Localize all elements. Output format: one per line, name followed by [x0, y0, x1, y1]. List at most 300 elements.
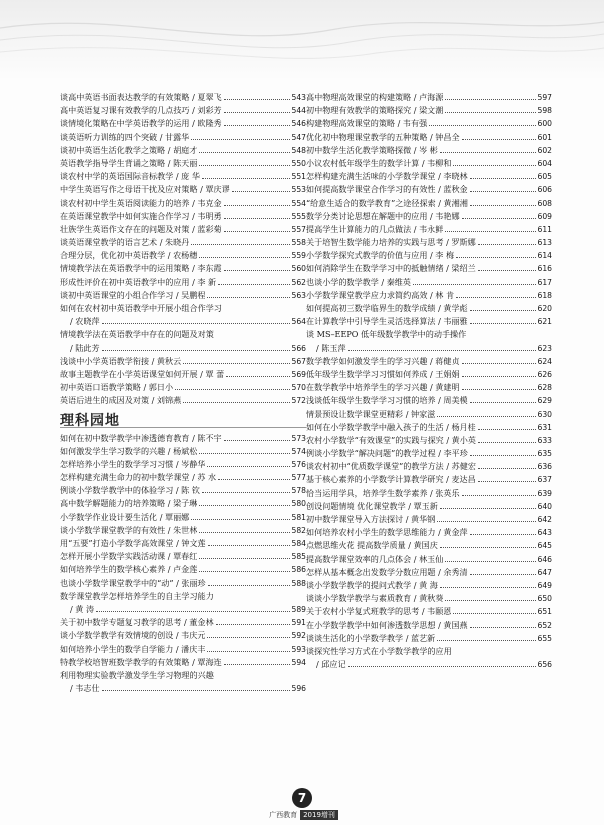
toc-entry	[306, 513, 552, 526]
toc-entry	[306, 473, 552, 486]
dot-leader	[102, 690, 290, 691]
toc-entry-title: 谈农村初中“优质数学课堂”的教学方法 / 苏健宏	[306, 461, 476, 472]
toc-entry-title: 谈英语课堂教学的语言艺术 / 朱晓丹	[60, 237, 190, 248]
toc-entry	[60, 497, 306, 510]
dot-leader	[462, 218, 536, 219]
dot-leader	[445, 112, 535, 113]
toc-entry-page: 553	[291, 185, 306, 195]
toc-entry-title: 谈情境化策略在中学英语教学的运用 / 欧隆秀	[60, 118, 222, 129]
toc-entry	[306, 579, 552, 592]
dot-leader	[224, 99, 290, 100]
section-title-text: 理科园地	[60, 412, 120, 429]
toc-entry-page: 584	[291, 539, 306, 548]
toc-entry-page: 639	[537, 488, 552, 498]
dot-leader	[224, 125, 290, 126]
toc-entry	[306, 526, 552, 539]
toc-entry-title: 谈英语听力训练的四个突破 / 甘露华	[60, 131, 190, 142]
toc-entry	[60, 445, 306, 458]
toc-entry-page: 570	[291, 383, 306, 393]
toc-entry	[306, 605, 552, 618]
dot-leader	[202, 178, 290, 179]
dot-leader	[218, 284, 289, 285]
toc-entry	[306, 302, 552, 315]
dot-leader	[470, 455, 536, 456]
dot-leader	[470, 178, 536, 179]
dot-leader	[445, 231, 535, 232]
toc-entry-title: 高中物理高效课堂的构建策略 / 卢海源	[306, 92, 444, 102]
toc-entry	[60, 550, 306, 563]
magazine-issue: 2019增刊	[300, 810, 338, 820]
toc-entry-page: 629	[537, 396, 552, 406]
toc-entry-page: 581	[291, 512, 306, 522]
toc-entry-title: 如何培养小学生的数学自学能力 / 潘庆丰	[60, 643, 206, 654]
toc-entry	[306, 394, 552, 407]
toc-entry-title: 农村小学数学“有效课堂”的实践与探究 / 黄小英	[306, 434, 476, 445]
toc-entry-page: 594	[291, 657, 306, 667]
toc-entry-page: 609	[537, 211, 552, 221]
toc-entry	[306, 289, 552, 302]
toc-entry	[306, 658, 552, 671]
toc-entry-page: 558	[291, 238, 306, 248]
left-column	[60, 91, 306, 695]
toc-entry-title: 关于培智生数学能力培养的实践与思考 / 罗斯娜	[306, 237, 476, 248]
toc-entry-page: 601	[537, 132, 552, 142]
dot-leader	[478, 442, 536, 443]
dot-leader	[478, 429, 536, 430]
toc-entry-title: 浅谈低年级学生数学学习习惯的培养 / 周美模	[306, 395, 468, 406]
toc-entry-page: 550	[291, 158, 306, 168]
dot-leader	[175, 389, 289, 390]
toc-entry-page: 604	[537, 158, 552, 168]
dot-leader	[199, 532, 289, 533]
toc-entry	[306, 342, 552, 355]
toc-entry-title: 小学数学探究式教学的价值与应用 / 李 梅	[306, 250, 455, 261]
toc-entry-page: 613	[537, 238, 552, 248]
dot-leader	[199, 152, 289, 153]
magazine-label	[255, 810, 349, 820]
dot-leader	[208, 545, 290, 546]
dot-leader	[224, 231, 290, 232]
toc-entry-page: 611	[537, 224, 552, 234]
dot-leader	[478, 481, 536, 482]
toc-entry-page: 624	[537, 356, 552, 366]
toc-entry-title: 提高学生计算能力的几点做法 / 韦永鲜	[306, 223, 444, 234]
toc-entry-page: 543	[291, 93, 306, 102]
toc-entry	[306, 355, 552, 368]
toc-entry-title: 谈初中英语课堂的小组合作学习 / 吴鹏程	[60, 289, 206, 300]
toc-entry-title: 怎样培养小学生的数学学习习惯 / 岑静华	[60, 458, 206, 469]
toc-entry-page: 566	[291, 343, 306, 353]
toc-entry	[60, 144, 306, 157]
toc-entry-page: 546	[291, 119, 306, 129]
dot-leader	[462, 495, 536, 496]
dot-leader	[199, 571, 289, 572]
toc-entry-page: 620	[537, 304, 552, 313]
toc-entry-page: 564	[291, 317, 306, 327]
toc-entry-page: 646	[537, 554, 552, 564]
toc-entry	[306, 553, 552, 566]
toc-entry	[306, 619, 552, 632]
toc-entry-page: 563	[291, 290, 306, 300]
dot-leader	[102, 350, 290, 351]
toc-entry	[60, 223, 306, 236]
toc-entry	[60, 342, 306, 355]
dot-leader	[183, 363, 289, 364]
toc-entry	[306, 276, 552, 289]
toc-entry-page: 631	[537, 422, 552, 432]
toc-entry-title: 在小学数学教学中如何渗透数学思想 / 黄国燕	[306, 619, 468, 630]
toc-entry-page: 616	[537, 264, 552, 274]
dot-leader	[102, 323, 290, 324]
dot-leader	[470, 205, 536, 206]
toc-entry	[60, 368, 306, 381]
toc-entry	[306, 632, 552, 645]
toc-entry	[60, 484, 306, 497]
dot-leader	[440, 587, 536, 588]
toc-entry-page: 593	[291, 644, 306, 654]
toc-entry-page: 623	[537, 343, 552, 353]
toc-entry-title: 关于农村小学复式班教学的思考 / 韦颐恩	[306, 606, 452, 617]
toc-entry	[60, 381, 306, 394]
toc-entry-title: 初中英语口语教学策略 / 郭日小	[60, 382, 174, 393]
toc-entry	[60, 394, 306, 407]
toc-entry-page: 647	[537, 567, 552, 577]
toc-entry	[60, 511, 306, 524]
dot-leader	[202, 492, 290, 493]
toc-entry	[60, 183, 306, 196]
toc-entry-title: 谈小学数学教学有效情境的创设 / 韦庆元	[60, 630, 206, 641]
dot-leader	[462, 363, 536, 364]
toc-entry	[60, 590, 306, 603]
page-number: 7	[292, 788, 312, 808]
dot-leader	[224, 440, 290, 441]
toc-entry-page: 592	[291, 631, 306, 641]
toc-entry-page: 618	[537, 290, 552, 300]
toc-entry	[306, 157, 552, 170]
toc-entry	[60, 262, 306, 275]
toc-entry	[60, 117, 306, 130]
toc-entry-title: 也谈小学数学课堂教学中的“动” / 张丽珍	[60, 577, 206, 588]
toc-entry-page: 656	[537, 660, 552, 670]
toc-entry-title: 关于初中数学专题复习教学的思考 / 董金林	[60, 617, 214, 628]
dot-leader	[199, 257, 289, 258]
toc-entry-title: 如何在初中数学教学中渗透德育教育 / 陈不宇	[60, 432, 222, 443]
dot-leader	[226, 376, 289, 377]
toc-entry	[60, 355, 306, 368]
toc-entry-page: 578	[291, 486, 306, 496]
toc-entry	[60, 210, 306, 223]
toc-entry	[306, 104, 552, 117]
toc-entry-title: 数学课堂教学怎样培养学生的自主学习能力	[60, 590, 214, 601]
toc-entry-page: 600	[537, 119, 552, 129]
dot-leader	[232, 191, 290, 192]
magazine-name: 广西教育	[269, 811, 298, 819]
dot-leader	[191, 244, 289, 245]
toc-entry	[60, 276, 306, 289]
toc-entry-page: 569	[291, 369, 306, 379]
toc-entry-title: 利用物理实验教学激发学生学习物理的兴趣	[60, 669, 214, 680]
toc-entry-title: 壮族学生英语作文存在的问题及对策 / 蓝彩菊	[60, 223, 222, 234]
toc-entry	[306, 262, 552, 275]
toc-entry-title: 也谈小学的数学教学 / 秦维英	[306, 276, 411, 287]
toc-entry-page: 589	[291, 604, 306, 614]
toc-entry-title: 谈高中英语书面表达教学的有效策略 / 夏翠飞	[60, 92, 222, 102]
toc-entry-title: 形成性评价在初中英语教学中的应用 / 李 新	[60, 276, 217, 287]
page-footer	[255, 788, 349, 820]
dot-leader	[470, 574, 536, 575]
toc-entry-title: 合理分层，优化初中英语教学 / 农杨穗	[60, 250, 198, 261]
toc-entry-title: 如何在小学数学教学中融入孩子的生活 / 杨月桂	[306, 421, 476, 432]
toc-entry-title: 如何培养农村小学生的数学思维能力 / 黄金萍	[306, 527, 468, 538]
toc-entry-title: / 邱应记	[316, 659, 346, 670]
toc-entry	[60, 328, 306, 341]
dot-leader	[462, 139, 536, 140]
toc-entry-title: 特教学校培智班数学教学的有效策略 / 覃海连	[60, 656, 222, 667]
toc-entry-page: 636	[537, 462, 552, 472]
dot-leader	[437, 416, 535, 417]
toc-entry-title: 例谈小学数学教学中的体验学习 / 陈 钦	[60, 485, 200, 496]
dot-leader	[440, 508, 536, 509]
dot-leader	[191, 519, 289, 520]
toc-entry-page: 598	[537, 106, 552, 116]
toc-entry-page: 637	[537, 475, 552, 485]
toc-entry-title: 中学生英语写作之母语干扰及应对策略 / 覃庆谬	[60, 184, 230, 195]
toc-entry-title: 数学教学如何激发学生的学习兴趣 / 蒋健贞	[306, 355, 460, 366]
toc-entry	[306, 645, 552, 658]
dot-leader	[478, 270, 536, 271]
toc-entry	[306, 117, 552, 130]
toc-entry	[306, 91, 552, 104]
toc-entry	[306, 487, 552, 500]
toc-entry-page: 544	[291, 106, 306, 116]
dot-leader	[440, 152, 536, 153]
toc-entry	[306, 144, 552, 157]
toc-entry-page: 652	[537, 620, 552, 630]
toc-entry-title: 基于核心素养的小学数学计算教学研究 / 麦达昌	[306, 474, 476, 485]
toc-entry	[60, 236, 306, 249]
toc-entry-title: 谈谈小学数学教学与素质教育 / 黄秋葵	[306, 593, 444, 604]
toc-entry-title: 高中英语复习课有效教学的几点技巧 / 刘彩芳	[60, 105, 222, 116]
toc-entry-title: 谈探究性学习方式在小学数学教学的应用	[306, 645, 452, 656]
toc-entry-page: 573	[291, 433, 306, 443]
toc-entry-page: 585	[291, 552, 306, 562]
toc-entry-page: 596	[291, 684, 306, 694]
dot-leader	[348, 350, 536, 351]
toc-entry-title: 如何培养学生的数学核心素养 / 卢金莲	[60, 564, 198, 575]
toc-entry	[60, 249, 306, 262]
toc-entry-title: 如何消除学生在数学学习中的抵触情绪 / 梁绍兰	[306, 263, 476, 274]
toc-entry-page: 588	[291, 578, 306, 588]
toc-entry-title: 在数学教学中培养学生的学习兴趣 / 黄建明	[306, 382, 460, 393]
toc-entry-page: 630	[537, 409, 552, 419]
toc-entry-page: 650	[537, 594, 552, 604]
toc-entry-title: 提高数学课堂效率的几点体会 / 林玉仙	[306, 553, 444, 564]
dot-leader	[96, 611, 289, 612]
toc-entry-page: 605	[537, 172, 552, 182]
toc-entry	[60, 104, 306, 117]
toc-entry-page: 643	[537, 528, 552, 538]
toc-entry-title: 谈小学数学教学的提问式教学 / 黄 海	[306, 579, 438, 590]
dot-leader	[445, 600, 535, 601]
dot-leader	[207, 651, 289, 652]
toc-entry-page: 548	[291, 145, 306, 155]
toc-entry-title: 恰当运用学具，培养学生数学素养 / 张英乐	[306, 487, 460, 498]
toc-entry	[60, 682, 306, 695]
toc-entry-page: 626	[537, 369, 552, 379]
toc-entry-title: / 黄 涛	[70, 603, 95, 614]
toc-entry-page: 645	[537, 541, 552, 551]
toc-entry	[306, 249, 552, 262]
toc-entry-title: 如何在农村初中英语教学中开展小组合作学习	[60, 303, 222, 313]
toc-entry-page: 621	[537, 317, 552, 327]
toc-entry-page: 557	[291, 224, 306, 234]
toc-entry-title: 初中数学生活化教学策略探微 / 岑 彬	[306, 144, 438, 155]
toc-entry-page: 614	[537, 251, 552, 261]
toc-entry-page: 560	[291, 264, 306, 274]
dot-leader	[199, 505, 289, 506]
dot-leader	[208, 585, 290, 586]
toc-entry-page: 586	[291, 565, 306, 575]
toc-entry-title: 小学数学作业设计要生活化 / 覃丽娜	[60, 511, 190, 522]
toc-entry-title: 初中数学课堂导入方法探讨 / 黄华钢	[306, 514, 436, 524]
toc-entry-title: “给意生适合的数学教育”之途径探索 / 黄湘湘	[306, 197, 468, 208]
toc-entry	[306, 460, 552, 473]
toc-entry	[60, 157, 306, 170]
toc-entry	[306, 368, 552, 381]
wave-decoration	[0, 0, 604, 80]
toc-entry	[306, 236, 552, 249]
dot-leader	[218, 479, 289, 480]
toc-entry-page: 633	[537, 435, 552, 445]
dot-leader	[224, 270, 290, 271]
toc-entry-page: 640	[537, 501, 552, 511]
toc-entry	[306, 381, 552, 394]
toc-entry-title: 谈初中英语生活化教学之策略 / 胡庭才	[60, 144, 198, 155]
toc-entry-page: 655	[537, 633, 552, 643]
toc-entry	[60, 577, 306, 590]
toc-entry-page: 551	[291, 172, 306, 182]
toc-entry	[60, 91, 306, 104]
section-title	[60, 410, 306, 428]
toc-entry-title: 故事主题教学在小学英语课堂如何开展 / 覃 蕾	[60, 368, 225, 379]
toc-entry-title: 怎样构建充满生命力的初中数学课堂 / 苏 水	[60, 472, 217, 483]
toc-entry	[60, 616, 306, 629]
toc-entry	[306, 328, 552, 341]
toc-entry-title: 初中物理有效教学的策略探究 / 梁文潮	[306, 105, 444, 116]
dot-leader	[445, 99, 535, 100]
toc-entry-title: 英语教学指导学生背诵之策略 / 陈天丽	[60, 157, 198, 168]
toc-entry-title: / 韦志仕	[70, 683, 100, 694]
toc-entry-title: 怎样开展小学数学实践活动课 / 覃春红	[60, 551, 198, 562]
toc-entry-title: / 陈玉萍	[316, 342, 346, 353]
toc-entry-title: 谈农村初中学生英语阅读能力的培养 / 韦克金	[60, 197, 222, 208]
toc-entry-title: 情境教学法在英语教学中存在的问题及对策	[60, 329, 214, 340]
toc-entry	[60, 458, 306, 471]
toc-entry-title: 谈谈生活化的小学数学教学 / 蓝艺新	[306, 632, 436, 643]
toc-entry-page: 559	[291, 251, 306, 261]
dot-leader	[456, 297, 535, 298]
toc-entry	[60, 432, 306, 445]
toc-entry-page: 597	[537, 93, 552, 102]
toc-entry	[306, 315, 552, 328]
toc-entry-page: 576	[291, 459, 306, 469]
toc-entry	[60, 563, 306, 576]
dot-leader	[348, 666, 536, 667]
dot-leader	[199, 453, 289, 454]
dot-leader	[478, 468, 536, 469]
toc-entry-title: 小学数学课堂教学应力求简约高效 / 林 肯	[306, 289, 455, 300]
dot-leader	[207, 297, 289, 298]
toc-entry-page: 591	[291, 618, 306, 628]
toc-entry	[306, 500, 552, 513]
toc-entry-title: 用“五要”打造小学数学高效课堂 / 钟文莲	[60, 538, 206, 548]
toc-entry	[60, 537, 306, 550]
dot-leader	[429, 125, 535, 126]
dot-leader	[462, 376, 536, 377]
toc-entry	[306, 223, 552, 236]
toc-entry-title: 优化初中物理课堂教学的五种策略 / 钟昌全	[306, 131, 460, 142]
toc-entry	[60, 603, 306, 616]
toc-entry-page: 567	[291, 356, 306, 366]
toc-entry-title: 低年级学生数学学习习惯如何养成 / 王娟娟	[306, 368, 460, 379]
dot-leader	[453, 165, 535, 166]
toc-entry-title: 情景预设让数学课堂更精彩 / 钟家滋	[306, 408, 436, 419]
dot-leader	[224, 205, 290, 206]
toc-entry-page: 606	[537, 185, 552, 195]
toc-entry-title: 在英语课堂教学中如何实施合作学习 / 韦明勇	[60, 210, 222, 221]
toc-entry	[60, 656, 306, 669]
dot-leader	[207, 637, 289, 638]
toc-entry-page: 562	[291, 277, 306, 287]
toc-entry-title: 谈小学数学课堂教学的有效性 / 朱世林	[60, 524, 198, 535]
dot-leader	[456, 257, 535, 258]
toc-entry-page: 617	[537, 277, 552, 287]
toc-entry-title: 如何提高初三数学临界生的数学成绩 / 黄学彪	[306, 303, 468, 313]
toc-entry	[60, 131, 306, 144]
toc-entry	[306, 197, 552, 210]
toc-entry-title: 高中数学解题能力的培养策略 / 梁子琳	[60, 498, 198, 509]
dot-leader	[440, 547, 536, 548]
toc-entry	[60, 170, 306, 183]
toc-entry-page: 582	[291, 525, 306, 535]
toc-entry	[306, 131, 552, 144]
toc-entry	[60, 302, 306, 315]
right-column	[306, 91, 552, 671]
dot-leader	[207, 466, 289, 467]
toc-entry-title: 如何提高数学课堂合作学习的有效性 / 蓝秋金	[306, 184, 468, 195]
dot-leader	[470, 534, 536, 535]
toc-entry-title: 例谈小学数学“解决问题”的教学过程 / 李平珍	[306, 448, 468, 459]
dot-leader	[470, 191, 536, 192]
dot-leader	[183, 402, 289, 403]
toc-entry	[60, 197, 306, 210]
toc-entry-page: 649	[537, 580, 552, 590]
toc-entry	[306, 447, 552, 460]
dot-leader	[470, 402, 536, 403]
toc-entry	[60, 315, 306, 328]
toc-entry	[306, 408, 552, 421]
toc-entry-page: 635	[537, 449, 552, 459]
toc-entry	[306, 539, 552, 552]
toc-entry-title: 情境教学法在英语教学中的运用策略 / 李东霞	[60, 263, 222, 274]
dot-leader	[224, 112, 290, 113]
dot-leader	[224, 664, 290, 665]
toc-entry	[306, 170, 552, 183]
toc-entry-title: 英语后进生的成因及对策 / 刘锦燕	[60, 395, 182, 406]
toc-entry-title: / 陆此芳	[70, 342, 100, 353]
dot-leader	[462, 389, 536, 390]
toc-entry	[306, 421, 552, 434]
